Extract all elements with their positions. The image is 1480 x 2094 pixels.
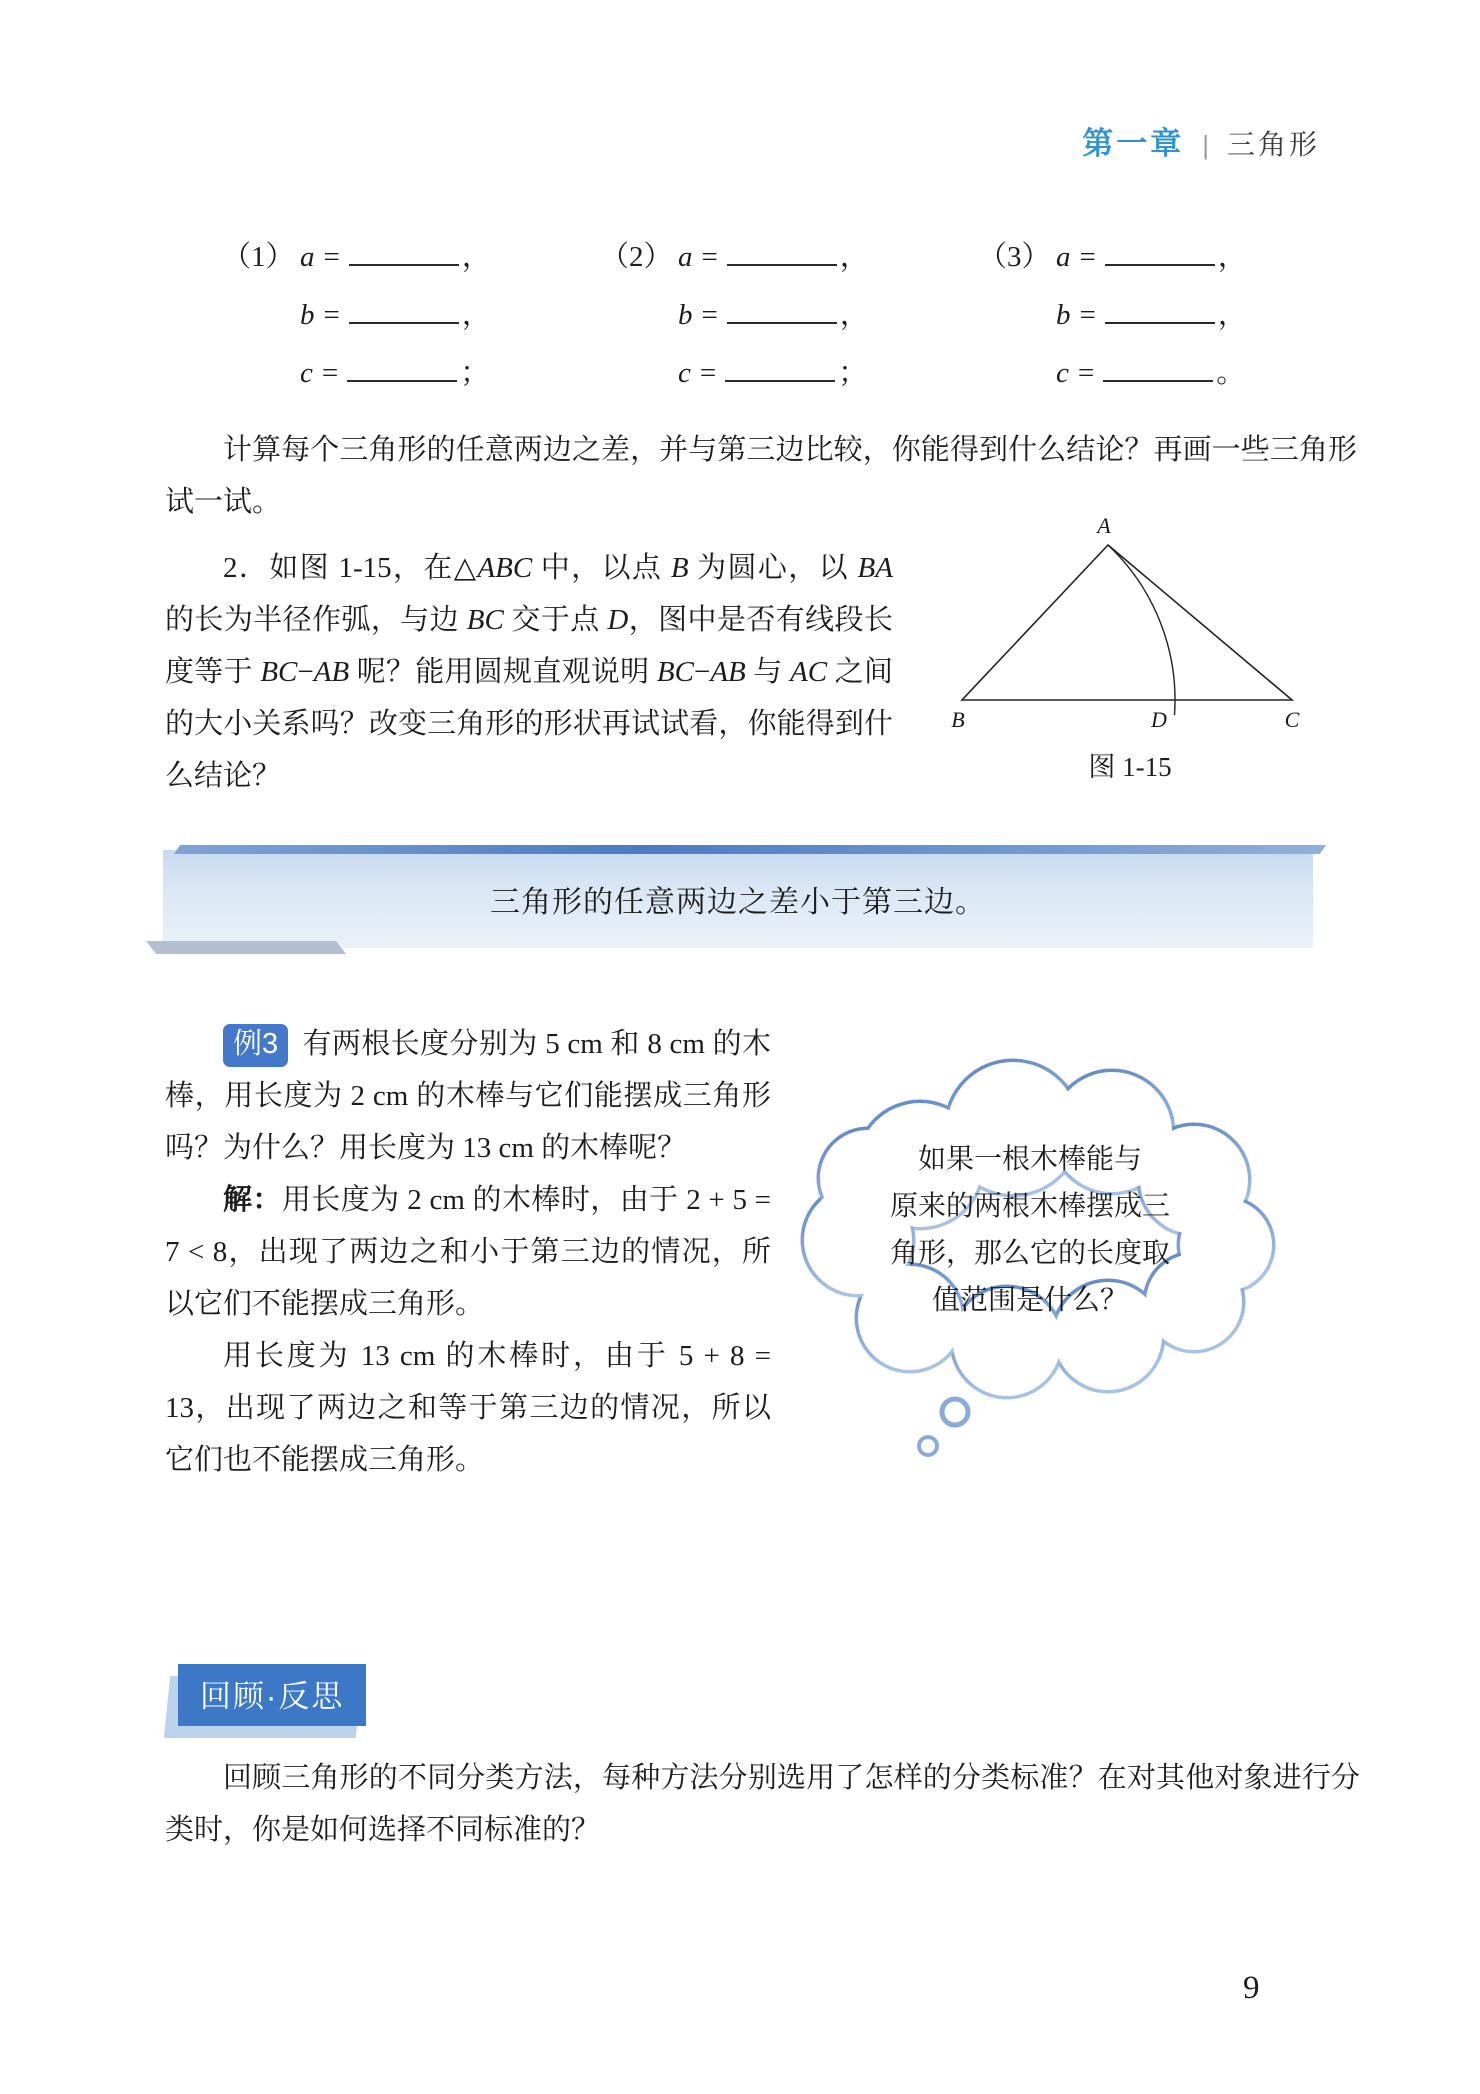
equals-sign: = bbox=[1079, 241, 1096, 273]
variable-label: a bbox=[300, 241, 315, 273]
paragraph-compare-sides: 计算每个三角形的任意两边之差，并与第三边比较，你能得到什么结论？再画一些三角形试一试。 bbox=[165, 434, 1357, 518]
fillin-row bbox=[600, 286, 978, 344]
item-number: （3） bbox=[978, 241, 1051, 273]
review-reflect-paragraph: 回顾三角形的不同分类方法，每种方法分别选用了怎样的分类标准？在对其他对象进行分类时，你是如何选择不同标准的？ bbox=[165, 1762, 1360, 1846]
punctuation: ， bbox=[1217, 241, 1247, 273]
fill-in-blanks bbox=[222, 228, 1356, 402]
vertex-label-c: C bbox=[1284, 707, 1300, 732]
fillin-group-3 bbox=[978, 228, 1356, 402]
equals-sign: = bbox=[701, 299, 718, 331]
punctuation: ， bbox=[461, 241, 491, 273]
answer-blank bbox=[725, 380, 835, 382]
punctuation: ； bbox=[838, 357, 868, 389]
example-3-problem bbox=[165, 1018, 771, 1174]
item-number: （1） bbox=[222, 241, 295, 273]
punctuation: 。 bbox=[1216, 357, 1246, 389]
conclusion-callout bbox=[163, 850, 1313, 948]
variable-label: c bbox=[300, 357, 313, 389]
vertex-label-b: B bbox=[951, 707, 965, 732]
answer-blank bbox=[347, 380, 457, 382]
variable-label: a bbox=[1056, 241, 1071, 273]
example-3-solution-1 bbox=[165, 1174, 771, 1330]
punctuation: ； bbox=[460, 357, 490, 389]
paragraph-item-2: 2．如图 1-15，在△ABC 中，以点 B 为圆心，以 BA 的长为半径作弧，与边 BC 交于点 D，图中是否有线段长度等于 BC−AB 呢？能用圆规直观说明 BC−AB 与 AC 之间的大小关系吗？改变三角形的形状再试试看，你能得到什么结论？ bbox=[165, 552, 893, 792]
fillin-row bbox=[978, 286, 1356, 344]
thought-line: 值范围是什么？ bbox=[931, 1285, 1128, 1316]
equals-sign: = bbox=[323, 299, 340, 331]
thought-line: 角形，那么它的长度取 bbox=[889, 1238, 1170, 1269]
equals-sign: = bbox=[699, 357, 717, 389]
item-number: （2） bbox=[600, 241, 673, 273]
fillin-row bbox=[978, 228, 1356, 286]
solution-1-text: 用长度为 2 cm 的木棒时，由于 2 + 5 = 7 < 8，出现了两边之和小于第三边的情况，所以它们不能摆成三角形。 bbox=[165, 1184, 771, 1320]
thought-bubble-text bbox=[828, 1136, 1232, 1324]
fillin-row bbox=[978, 344, 1356, 402]
header-divider: | bbox=[1202, 130, 1209, 160]
triangle-outline bbox=[962, 545, 1292, 700]
variable-label: c bbox=[1056, 357, 1069, 389]
bubble-tail-large bbox=[942, 1399, 968, 1425]
conclusion-text: 三角形的任意两边之差小于第三边。 bbox=[490, 886, 986, 919]
answer-blank bbox=[349, 264, 459, 266]
punctuation: ， bbox=[839, 299, 869, 331]
fillin-row bbox=[222, 228, 600, 286]
fillin-row bbox=[600, 228, 978, 286]
solution-label: 解： bbox=[223, 1184, 282, 1216]
answer-blank bbox=[1105, 322, 1215, 324]
thought-line: 原来的两根木棒摆成三 bbox=[889, 1191, 1170, 1222]
section-title: 三角形 bbox=[1226, 129, 1320, 160]
answer-blank bbox=[1103, 380, 1213, 382]
punctuation: ， bbox=[839, 241, 869, 273]
variable-label: b bbox=[678, 299, 693, 331]
example-3-text-column bbox=[165, 1018, 771, 1486]
example-3-problem-text: 有两根长度分别为 5 cm 和 8 cm 的木棒，用长度为 2 cm 的木棒与它们能摆成三角形吗？为什么？用长度为 13 cm 的木棒呢？ bbox=[165, 1028, 771, 1164]
fillin-row bbox=[222, 344, 600, 402]
punctuation: ， bbox=[1217, 299, 1247, 331]
thought-line: 如果一根木棒能与 bbox=[917, 1144, 1142, 1175]
running-header bbox=[1082, 118, 1320, 163]
compass-arc bbox=[1108, 545, 1175, 715]
variable-label: b bbox=[300, 299, 315, 331]
variable-label: c bbox=[678, 357, 691, 389]
review-reflect-badge: 回顾·反思 bbox=[178, 1664, 366, 1726]
punctuation: ， bbox=[461, 299, 491, 331]
equals-sign: = bbox=[321, 357, 339, 389]
equals-sign: = bbox=[701, 241, 718, 273]
variable-label: a bbox=[678, 241, 693, 273]
variable-label: b bbox=[1056, 299, 1071, 331]
fillin-group-2 bbox=[600, 228, 978, 402]
triangle-diagram bbox=[940, 515, 1320, 740]
example-3-solution-2: 用长度为 13 cm 的木棒时，由于 5 + 8 = 13，出现了两边之和等于第三边的情况，所以它们也不能摆成三角形。 bbox=[165, 1340, 771, 1476]
point-label-d: D bbox=[1151, 707, 1167, 732]
fillin-row bbox=[222, 286, 600, 344]
answer-blank bbox=[1105, 264, 1215, 266]
figure-1-15 bbox=[935, 515, 1325, 784]
answer-blank bbox=[349, 322, 459, 324]
chapter-label: 第一章 bbox=[1082, 126, 1185, 161]
review-reflect-heading bbox=[178, 1664, 366, 1726]
equals-sign: = bbox=[1079, 299, 1096, 331]
fillin-group-1 bbox=[222, 228, 600, 402]
fillin-row bbox=[600, 344, 978, 402]
page-number: 9 bbox=[1243, 1970, 1260, 2006]
equals-sign: = bbox=[323, 241, 340, 273]
figure-caption: 图 1-15 bbox=[1088, 752, 1172, 782]
answer-blank bbox=[727, 264, 837, 266]
vertex-label-a: A bbox=[1097, 515, 1111, 538]
thought-bubble bbox=[770, 1040, 1290, 1470]
equals-sign: = bbox=[1077, 357, 1095, 389]
bubble-tail-small bbox=[919, 1437, 937, 1455]
example-3-badge: 例3 bbox=[223, 1024, 288, 1067]
answer-blank bbox=[727, 322, 837, 324]
